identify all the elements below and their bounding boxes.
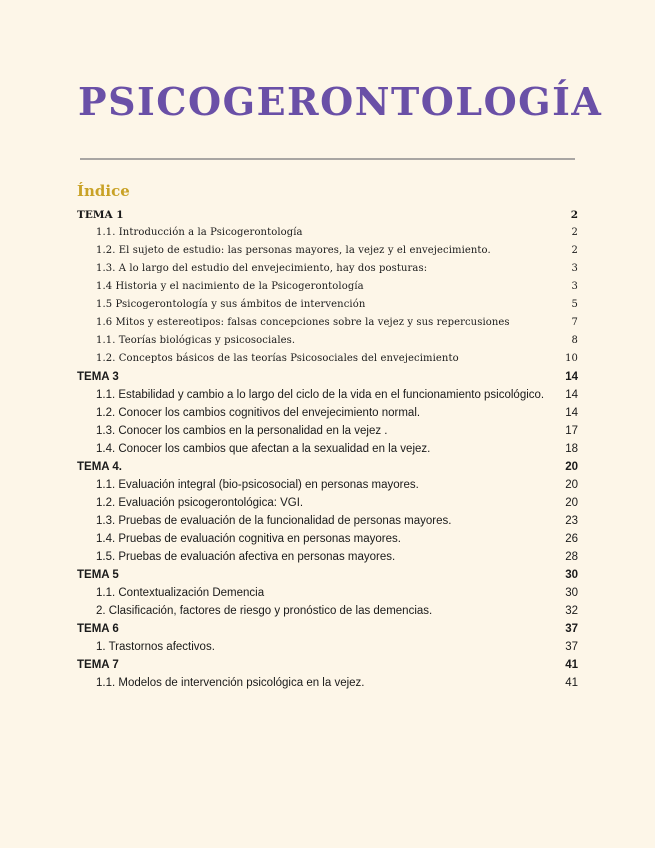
toc-entry-page-number: 41	[565, 659, 578, 671]
toc-entry-label: 1.4 Historia y el nacimiento de la Psicogerontología	[96, 281, 364, 292]
toc-section-entry[interactable]	[77, 602, 578, 620]
toc-section-entry[interactable]	[77, 674, 578, 692]
toc-entry-page-number: 7	[571, 317, 578, 328]
toc-entry-label: 1.2. Evaluación psicogerontológica: VGI.	[96, 497, 304, 509]
toc-entry-page-number: 2	[571, 227, 578, 238]
toc-entry-page-number: 20	[565, 497, 578, 509]
toc-entry-page-number: 2	[571, 245, 578, 256]
toc-entry-page-number: 20	[565, 479, 578, 491]
toc-section-entry[interactable]	[77, 350, 578, 368]
toc-chapter-entry[interactable]	[77, 206, 578, 224]
toc-section-entry[interactable]	[77, 512, 578, 530]
toc-entry-label: 2. Clasificación, factores de riesgo y pronóstico de las demencias.	[96, 605, 433, 617]
toc-entry-label: 1.1. Teorías biológicas y psicosociales.	[96, 335, 296, 346]
toc-section-entry[interactable]	[77, 584, 578, 602]
toc-entry-label: 1.4. Pruebas de evaluación cognitiva en personas mayores.	[96, 533, 401, 545]
toc-entry-label: 1.5 Psicogerontología y sus ámbitos de intervención	[96, 299, 366, 310]
toc-entry-page-number: 26	[565, 533, 578, 545]
toc-entry-label: 1.2. Conceptos básicos de las teorías Psicosociales del envejecimiento	[96, 353, 459, 364]
toc-entry-label: TEMA 3	[77, 371, 119, 383]
title-divider	[80, 158, 575, 160]
toc-section-entry[interactable]	[77, 548, 578, 566]
toc-entry-page-number: 8	[571, 335, 578, 346]
toc-entry-label: 1.3. Pruebas de evaluación de la funcionalidad de personas mayores.	[96, 515, 452, 527]
toc-section-entry[interactable]	[77, 242, 578, 260]
toc-entry-label: TEMA 7	[77, 659, 119, 671]
toc-entry-page-number: 32	[565, 605, 578, 617]
toc-chapter-entry[interactable]	[77, 620, 578, 638]
toc-entry-label: 1.2. El sujeto de estudio: las personas mayores, la vejez y el envejecimiento.	[96, 245, 491, 256]
toc-entry-page-number: 23	[565, 515, 578, 527]
toc-entry-label: 1.2. Conocer los cambios cognitivos del envejecimiento normal.	[96, 407, 421, 419]
toc-section-entry[interactable]	[77, 476, 578, 494]
toc-section-entry[interactable]	[77, 530, 578, 548]
toc-entry-page-number: 10	[565, 353, 578, 364]
toc-entry-page-number: 3	[571, 281, 578, 292]
toc-entry-page-number: 37	[565, 641, 578, 653]
toc-section-entry[interactable]	[77, 332, 578, 350]
toc-entry-label: 1.1. Introducción a la Psicogerontología	[96, 227, 303, 238]
toc-section-entry[interactable]	[77, 638, 578, 656]
toc-entry-page-number: 14	[565, 407, 578, 419]
toc-entry-label: 1.4. Conocer los cambios que afectan a la sexualidad en la vejez.	[96, 443, 431, 455]
toc-chapter-entry[interactable]	[77, 458, 578, 476]
toc-entry-label: 1.3. Conocer los cambios en la personalidad en la vejez .	[96, 425, 388, 437]
toc-entry-page-number: 14	[565, 371, 578, 383]
toc-section-entry[interactable]	[77, 440, 578, 458]
toc-entry-page-number: 20	[565, 461, 578, 473]
table-of-contents	[77, 206, 578, 692]
toc-entry-page-number: 2	[570, 209, 578, 221]
toc-entry-label: TEMA 5	[77, 569, 119, 581]
toc-section-entry[interactable]	[77, 296, 578, 314]
toc-entry-label: 1.1. Estabilidad y cambio a lo largo del ciclo de la vida en el funcionamiento psicológico.	[96, 389, 545, 401]
toc-entry-label: TEMA 1	[77, 209, 124, 221]
toc-entry-page-number: 17	[565, 425, 578, 437]
toc-entry-label: 1.1. Modelos de intervención psicológica en la vejez.	[96, 677, 365, 689]
toc-entry-label: TEMA 4.	[77, 461, 122, 473]
toc-entry-page-number: 18	[565, 443, 578, 455]
toc-entry-label: 1.1. Evaluación integral (bio-psicosocial) en personas mayores.	[96, 479, 419, 491]
toc-section-entry[interactable]	[77, 494, 578, 512]
toc-chapter-entry[interactable]	[77, 566, 578, 584]
toc-entry-label: 1.3. A lo largo del estudio del envejecimiento, hay dos posturas:	[96, 263, 428, 274]
toc-heading: Índice	[77, 182, 130, 200]
toc-section-entry[interactable]	[77, 314, 578, 332]
toc-entry-page-number: 28	[565, 551, 578, 563]
toc-entry-page-number: 30	[565, 569, 578, 581]
toc-entry-label: 1. Trastornos afectivos.	[96, 641, 215, 653]
toc-entry-page-number: 5	[571, 299, 578, 310]
toc-entry-label: 1.5. Pruebas de evaluación afectiva en personas mayores.	[96, 551, 396, 563]
toc-entry-page-number: 30	[565, 587, 578, 599]
toc-section-entry[interactable]	[77, 404, 578, 422]
toc-chapter-entry[interactable]	[77, 656, 578, 674]
toc-entry-label: 1.6 Mitos y estereotipos: falsas concepciones sobre la vejez y sus repercusiones	[96, 317, 510, 328]
toc-section-entry[interactable]	[77, 386, 578, 404]
toc-section-entry[interactable]	[77, 278, 578, 296]
toc-entry-page-number: 41	[565, 677, 578, 689]
toc-chapter-entry[interactable]	[77, 368, 578, 386]
toc-entry-page-number: 14	[565, 389, 578, 401]
document-title: PSICOGERONTOLOGÍA	[78, 79, 603, 124]
toc-section-entry[interactable]	[77, 422, 578, 440]
toc-section-entry[interactable]	[77, 224, 578, 242]
toc-entry-label: 1.1. Contextualización Demencia	[96, 587, 265, 599]
toc-entry-page-number: 37	[565, 623, 578, 635]
toc-section-entry[interactable]	[77, 260, 578, 278]
toc-entry-label: TEMA 6	[77, 623, 119, 635]
toc-entry-page-number: 3	[571, 263, 578, 274]
